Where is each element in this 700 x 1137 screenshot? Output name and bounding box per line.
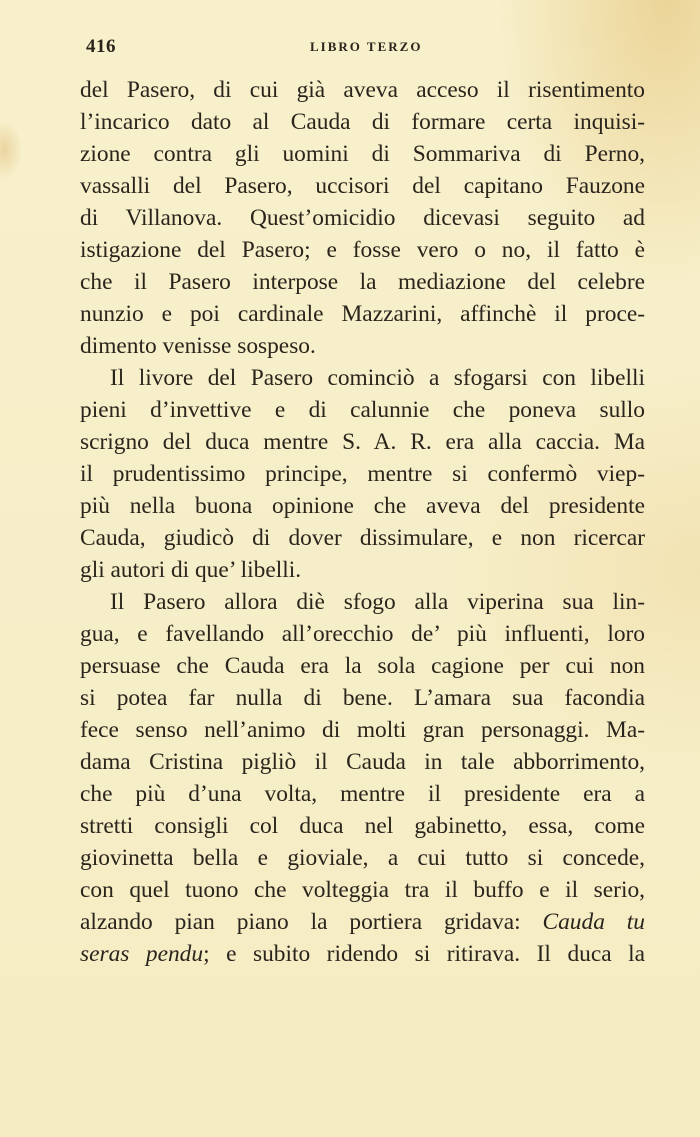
text-line: fece senso nell’animo di molti gran personaggi. Ma-: [80, 717, 645, 743]
text-line: dama Cristina pigliò il Cauda in tale abborrimento,: [80, 749, 645, 775]
page-number: 416: [86, 36, 116, 57]
paper-stain: [0, 120, 22, 180]
text-line: istigazione del Pasero; e fosse vero o no, il fatto è: [80, 237, 645, 263]
paragraph-3: [80, 586, 645, 970]
text-line: pieni d’invettive e di calunnie che poneva sullo: [80, 397, 645, 423]
text-line: con quel tuono che volteggia tra il buffo e il serio,: [80, 877, 645, 903]
text-line: di Villanova. Quest’omicidio dicevasi seguito ad: [80, 205, 645, 231]
text-line: vassalli del Pasero, uccisori del capitano Fauzone: [80, 173, 645, 199]
text-line: si potea far nulla di bene. L’amara sua facondia: [80, 685, 645, 711]
text-line: l’incarico dato al Cauda di formare certa inquisi-: [80, 109, 645, 135]
text-line: zione contra gli uomini di Sommariva di Perno,: [80, 141, 645, 167]
text-segment: ; e subito ridendo si ritirava. Il duca la: [203, 941, 645, 967]
italic-quote: seras pendu: [80, 941, 204, 967]
text-line: giovinetta bella e gioviale, a cui tutto si concede,: [80, 845, 645, 871]
text-line: il prudentissimo principe, mentre si confermò viep-: [80, 461, 645, 487]
text-line: scrigno del duca mentre S. A. R. era alla caccia. Ma: [80, 429, 645, 455]
text-line: gua, e favellando all’orecchio de’ più influenti, loro: [80, 621, 645, 647]
paragraph-1: [80, 74, 645, 362]
text-line: dimento venisse sospeso.: [80, 333, 316, 359]
text-segment: alzando pian piano la portiera gridava:: [80, 909, 521, 935]
text-line-with-italic: [80, 938, 645, 970]
text-line: Cauda, giudicò di dover dissimulare, e non ricercar: [80, 525, 645, 551]
text-line: Il livore del Pasero cominciò a sfogarsi con libelli: [110, 365, 645, 391]
running-head: [80, 36, 640, 58]
body-text: [80, 74, 645, 970]
text-line: gli autori di que’ libelli.: [80, 557, 302, 583]
text-line-with-italic: [80, 906, 645, 938]
text-line: più nella buona opinione che aveva del presidente: [80, 493, 645, 519]
text-line: stretti consigli col duca nel gabinetto, essa, come: [80, 813, 645, 839]
text-line: nunzio e poi cardinale Mazzarini, affinchè il proce-: [80, 301, 645, 327]
text-line: del Pasero, di cui già aveva acceso il risentimento: [80, 77, 645, 103]
text-line: che il Pasero interpose la mediazione del celebre: [80, 269, 645, 295]
running-title: LIBRO TERZO: [310, 39, 423, 54]
italic-quote: Cauda tu: [542, 909, 645, 935]
text-line: che più d’una volta, mentre il presidente era a: [80, 781, 645, 807]
text-line: Il Pasero allora diè sfogo alla viperina sua lin-: [110, 589, 645, 615]
paragraph-2: [80, 362, 645, 586]
text-line: persuase che Cauda era la sola cagione per cui non: [80, 653, 645, 679]
